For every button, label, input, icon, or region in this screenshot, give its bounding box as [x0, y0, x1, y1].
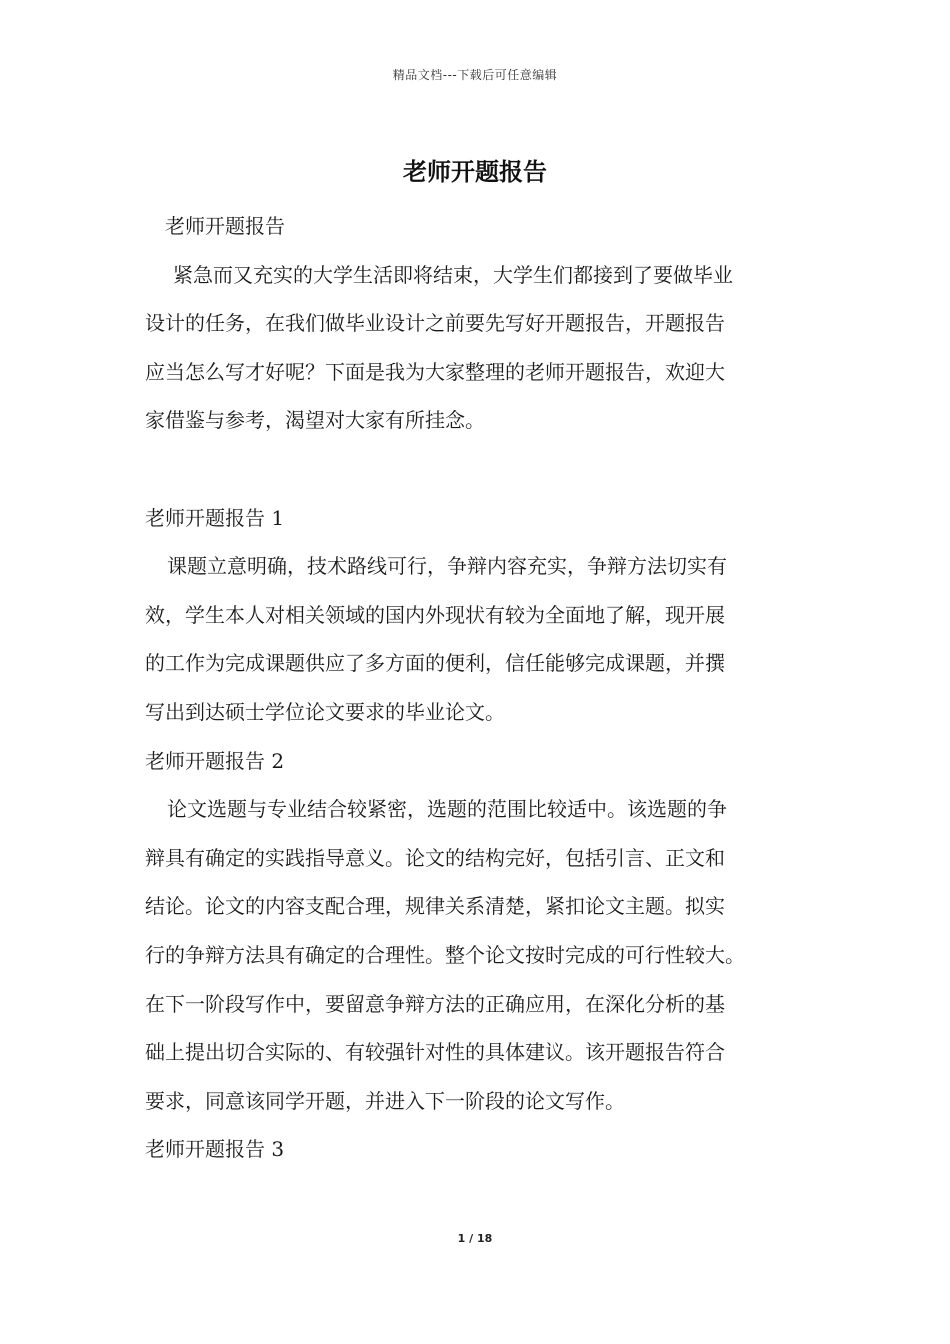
section-2-line: 行的争辩方法具有确定的合理性。整个论文按时完成的可行性较大。	[145, 942, 745, 967]
page-indicator: 1 / 18	[457, 1232, 493, 1245]
intro-line: 应当怎么写才好呢？下面是我为大家整理的老师开题报告，欢迎大	[145, 359, 725, 384]
intro-line: 设计的任务，在我们做毕业设计之前要先写好开题报告，开题报告	[145, 311, 725, 336]
section-2-line: 要求，同意该同学开题，并进入下一阶段的论文写作。	[145, 1088, 625, 1113]
section-1-line: 的工作为完成课题供应了多方面的便利，信任能够完成课题，并撰	[145, 651, 725, 676]
section-2-line: 论文选题与专业结合较紧密，选题的范围比较适中。该选题的争	[167, 797, 727, 822]
document-body	[145, 202, 810, 1174]
section-2-line: 础上提出切合实际的、有较强针对性的具体建议。该开题报告符合	[145, 1040, 725, 1065]
paragraph-gap	[145, 445, 810, 494]
section-heading-3: 老师开题报告 3	[145, 1137, 285, 1162]
section-1-line: 课题立意明确，技术路线可行，争辩内容充实，争辩方法切实有	[167, 554, 727, 579]
intro-line: 紧急而又充实的大学生活即将结束，大学生们都接到了要做毕业	[173, 262, 733, 287]
section-2-line: 辩具有确定的实践指导意义。论文的结构完好，包括引言、正文和	[145, 845, 725, 870]
section-heading-1: 老师开题报告 1	[145, 505, 285, 530]
section-1-line: 效，学生本人对相关领域的国内外现状有较为全面地了解，现开展	[145, 602, 725, 627]
document-title: 老师开题报告	[403, 158, 547, 186]
section-1-line: 写出到达硕士学位论文要求的毕业论文。	[145, 699, 505, 724]
intro-line: 家借鉴与参考，渴望对大家有所挂念。	[145, 408, 485, 433]
header-note: 精品文档---下载后可任意编辑	[392, 68, 558, 82]
section-heading-2: 老师开题报告 2	[145, 748, 285, 773]
section-2-line: 在下一阶段写作中，要留意争辩方法的正确应用，在深化分析的基	[145, 991, 725, 1016]
document-subtitle: 老师开题报告	[165, 214, 285, 238]
section-2-line: 结论。论文的内容支配合理，规律关系清楚，紧扣论文主题。拟实	[145, 894, 725, 919]
